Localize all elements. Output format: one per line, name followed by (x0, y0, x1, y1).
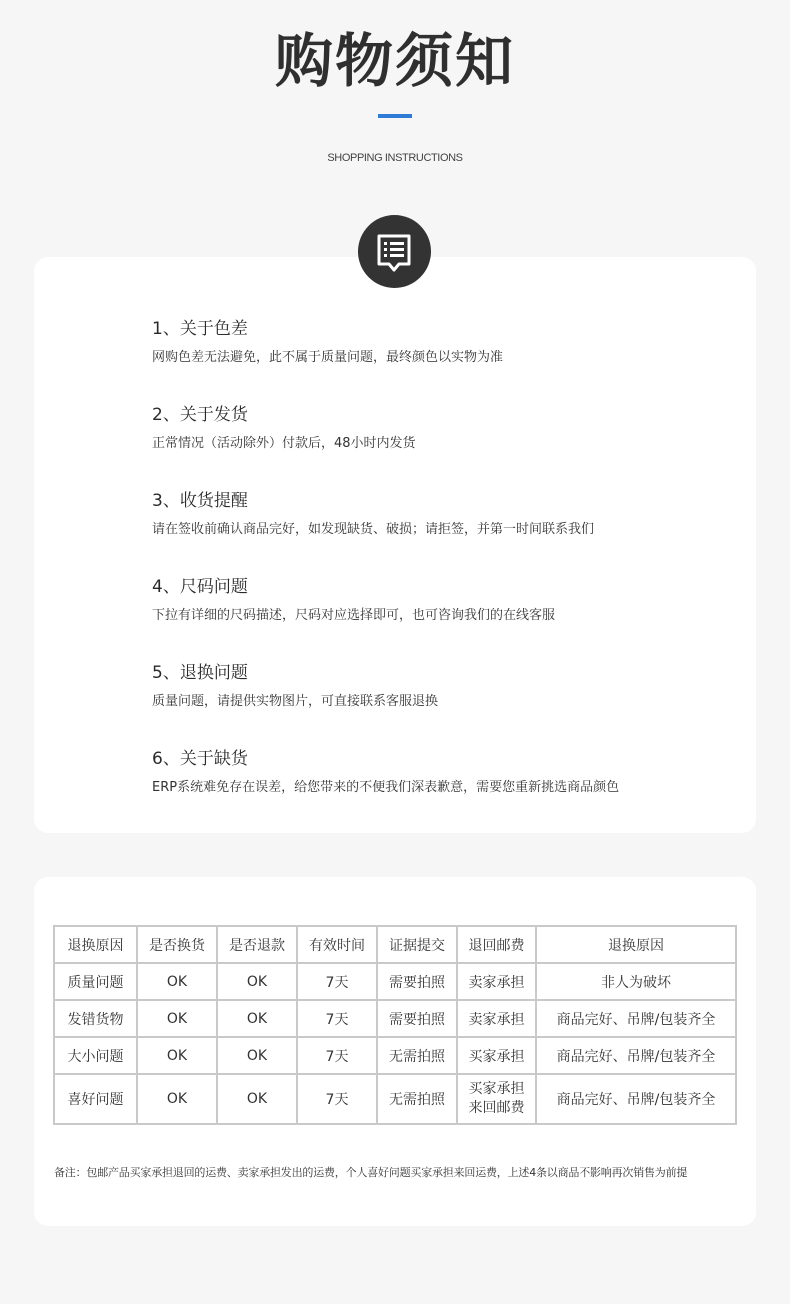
notice-description: 请在签收前确认商品完好，如发现缺货、破损；请拒签，并第一时间联系我们 (152, 522, 595, 537)
table-header: 是否换货 (137, 926, 217, 963)
table-cell: OK (217, 1000, 297, 1037)
table-cell: 需要拍照 (377, 963, 457, 1000)
notice-title: 4、尺码问题 (152, 577, 248, 597)
notice-description: 下拉有详细的尺码描述，尺码对应选择即可，也可咨询我们的在线客服 (152, 608, 556, 623)
table-row (54, 1074, 736, 1124)
table-cell: 卖家承担 (457, 963, 536, 1000)
table-cell: 大小问题 (54, 1037, 137, 1074)
table-cell: 商品完好、吊牌/包装齐全 (536, 1037, 736, 1074)
table-cell: 无需拍照 (377, 1037, 457, 1074)
table-header: 有效时间 (297, 926, 377, 963)
notice-item-shipping (152, 404, 712, 453)
page-title: 购物须知 (274, 27, 515, 95)
notice-item-returns (152, 662, 712, 711)
table-cell: 7天 (297, 1074, 377, 1124)
table-cell: 7天 (297, 963, 377, 1000)
notice-item-stockout (152, 748, 712, 797)
table-cell: OK (217, 1074, 297, 1124)
table-cell: OK (217, 1037, 297, 1074)
table-cell: 7天 (297, 1037, 377, 1074)
document-list-icon (358, 215, 431, 288)
notice-description: 正常情况（活动除外）付款后，48小时内发货 (152, 436, 416, 451)
notice-description: 质量问题，请提供实物图片，可直接联系客服退换 (152, 694, 439, 709)
table-cell: 无需拍照 (377, 1074, 457, 1124)
table-cell (457, 1074, 536, 1124)
table-cell: OK (137, 1037, 217, 1074)
table-cell: 卖家承担 (457, 1000, 536, 1037)
table-cell: 需要拍照 (377, 1000, 457, 1037)
table-header-row (54, 926, 736, 963)
table-cell: OK (137, 963, 217, 1000)
notice-title: 2、关于发货 (152, 405, 248, 425)
table-cell: 非人为破坏 (536, 963, 736, 1000)
table-cell: OK (137, 1074, 217, 1124)
table-cell: 质量问题 (54, 963, 137, 1000)
notice-item-size (152, 576, 712, 625)
table-header: 退回邮费 (457, 926, 536, 963)
table-cell: 商品完好、吊牌/包装齐全 (536, 1074, 736, 1124)
cell-line: 来回邮费 (468, 1100, 525, 1116)
table-cell: 7天 (297, 1000, 377, 1037)
notice-title: 1、关于色差 (152, 319, 248, 339)
table-cell: 买家承担 (457, 1037, 536, 1074)
return-policy-table (53, 925, 737, 1125)
table-cell: OK (217, 963, 297, 1000)
cell-line: 买家承担 (468, 1081, 525, 1097)
table-cell: 喜好问题 (54, 1074, 137, 1124)
notice-description: ERP系统难免存在误差，给您带来的不便我们深表歉意，需要您重新挑选商品颜色 (152, 780, 620, 795)
notice-description: 网购色差无法避免，此不属于质量问题，最终颜色以实物为准 (152, 350, 504, 365)
table-header: 退换原因 (536, 926, 736, 963)
table-header: 证据提交 (377, 926, 457, 963)
title-accent-bar (378, 114, 412, 118)
table-header: 退换原因 (54, 926, 137, 963)
notice-item-color (152, 318, 712, 367)
table-cell: OK (137, 1000, 217, 1037)
footnote: 备注：包邮产品买家承担退回的运费、卖家承担发出的运费，个人喜好问题买家承担来回运费，上述4条以商品不影响再次销售为前提 (54, 1166, 688, 1179)
notice-title: 5、退换问题 (152, 663, 248, 683)
notice-title: 6、关于缺货 (152, 749, 248, 769)
table-row (54, 1000, 736, 1037)
table-row (54, 1037, 736, 1074)
notice-title: 3、收货提醒 (152, 491, 248, 511)
table-cell: 商品完好、吊牌/包装齐全 (536, 1000, 736, 1037)
table-cell: 发错货物 (54, 1000, 137, 1037)
page-subtitle: SHOPPING INSTRUCTIONS (327, 152, 463, 164)
table-row (54, 963, 736, 1000)
table-header: 是否退款 (217, 926, 297, 963)
notice-item-receipt (152, 490, 712, 539)
